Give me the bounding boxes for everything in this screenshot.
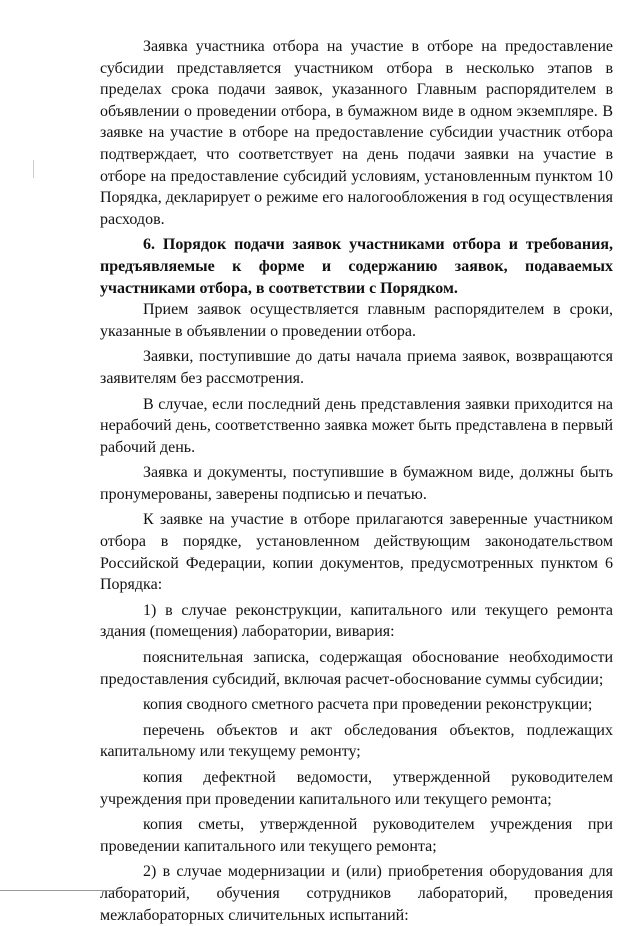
list-subitem-summary-estimate: копия сводного сметного расчета при проведении реконструкции; <box>143 696 593 714</box>
list-subitem-objects-list: перечень объектов и акт обследования объектов, подлежащих капитальному или текущему ремонту; <box>100 721 613 761</box>
paragraph-paper-documents: Заявка и документы, поступившие в бумажном виде, должны быть пронумерованы, заверены подписью и печатью. <box>100 464 613 503</box>
section-heading-6: 6. Порядок подачи заявок участниками отбора и требования, предъявляемые к форме и содержанию заявок, подаваемых участниками отбора, в соответствии с Порядком. <box>100 236 613 297</box>
paragraph-non-working-day: В случае, если последний день представления заявки приходится на нерабочий день, соответственно заявка может быть представлена в первый рабочий день. <box>100 395 613 456</box>
list-item-2: 2) в случае модернизации и (или) приобретения оборудования для лабораторий, обучения сотрудников лабораторий, проведения межлабораторных сличительных испытаний: <box>100 863 613 924</box>
document-body <box>100 36 613 926</box>
footnote-divider <box>0 890 128 891</box>
paragraph-attached-copies: К заявке на участие в отборе прилагаются заверенные участником отбора в порядке, установленном действующим законодательством Российской Федерации, копии документов, предусмотренных пунктом 6 Порядка: <box>100 511 613 594</box>
paragraph-early-applications: Заявки, поступившие до даты начала приема заявок, возвращаются заявителям без рассмотрения. <box>100 348 613 387</box>
list-subitem-defect-statement: копия дефектной ведомости, утвержденной руководителем учреждения при проведении капитального или текущего ремонта; <box>100 769 613 808</box>
paragraph-application-submission: Заявка участника отбора на участие в отборе на предоставление субсидии представляется участником отбора в несколько этапов в пределах срока подачи заявок, указанного Главным распорядителем в объявлении о проведении отбора, в бумажном виде в одном экземпляре. В заявке на участие в отборе на предоставление субсидии участник отбора подтверждает, что соответствует на день подачи заявки на участие в отборе на предоставление субсидий условиям, установленным пунктом 10 Порядка, декларирует о режиме его налогообложения в год осуществления расходов. <box>100 38 613 228</box>
list-subitem-explanatory-note: пояснительная записка, содержащая обоснование необходимости предоставления субсидий, включая расчет-обоснование суммы субсидии; <box>100 649 613 688</box>
margin-mark <box>33 160 34 178</box>
list-item-1: 1) в случае реконструкции, капитального или текущего ремонта здания (помещения) лаборатории, вивария: <box>100 601 613 641</box>
paragraph-acceptance: Прием заявок осуществляется главным распорядителем в сроки, указанные в объявлении о проведении отбора. <box>100 301 613 340</box>
list-subitem-estimate-copy: копия сметы, утвержденной руководителем учреждения при проведении капитального или текущего ремонта; <box>100 816 613 855</box>
